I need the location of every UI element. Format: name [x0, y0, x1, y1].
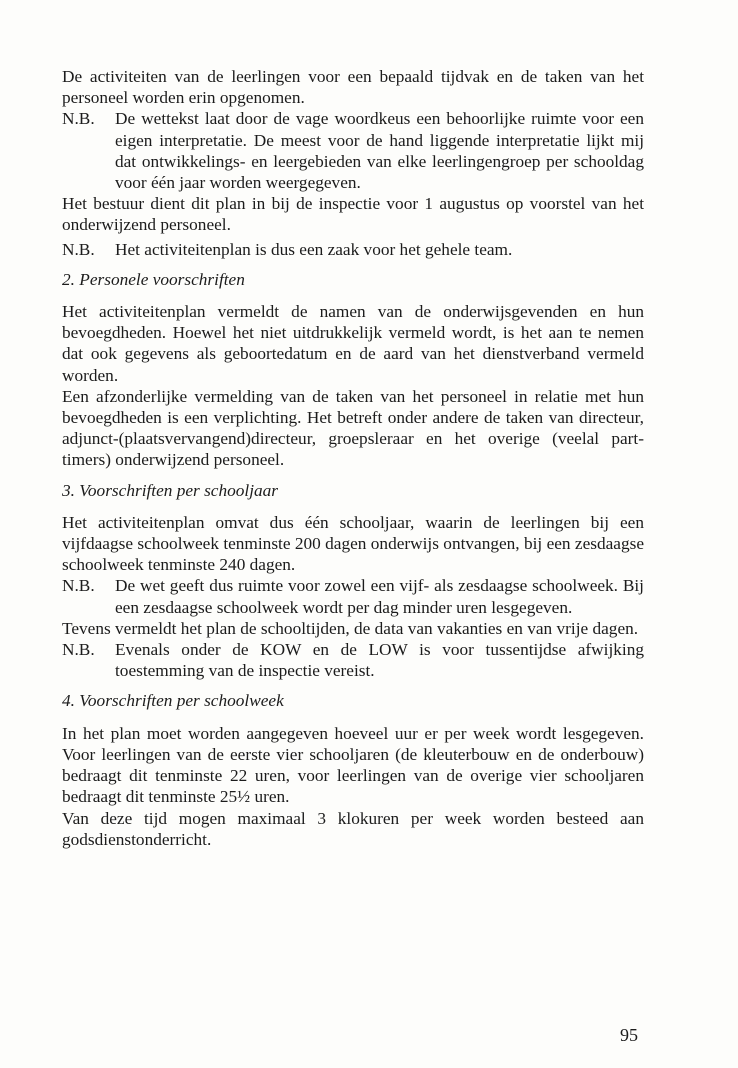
- nb-label: N.B.: [62, 109, 95, 129]
- paragraph: Het activiteitenplan omvat dus één schooljaar, waarin de leerlingen bij een vijfdaagse schoolweek tenminste 200 dagen onderwijs ontvangen, bij een zesdaagse schoolweek tenminste 240 dagen.: [62, 512, 644, 575]
- paragraph: Het bestuur dient dit plan in bij de inspectie voor 1 augustus op voorstel van het onderwijzend personeel.: [62, 194, 644, 235]
- section-heading-4: 4. Voorschriften per schoolweek: [62, 691, 284, 711]
- page-body: [62, 66, 644, 850]
- nb-text: De wet geeft dus ruimte voor zowel een vijf- als zesdaagse schoolweek. Bij een zesdaagse schoolweek wordt per dag minder uren lesgegeven.: [115, 576, 644, 617]
- nb-note: [62, 575, 644, 617]
- nb-text: Het activiteitenplan is dus een zaak voor het gehele team.: [115, 239, 513, 259]
- section-heading-3: 3. Voorschriften per schooljaar: [62, 480, 279, 500]
- paragraph: Tevens vermeldt het plan de schooltijden, de data van vakanties en van vrije dagen.: [62, 618, 639, 638]
- nb-label: N.B.: [62, 239, 95, 259]
- nb-text: Evenals onder de KOW en de LOW is voor tussentijdse afwijking toestemming van de inspectie vereist.: [115, 640, 644, 681]
- nb-note: [62, 239, 644, 260]
- paragraph: Een afzonderlijke vermelding van de taken van het personeel in relatie met hun bevoegdheden is een verplichting. Het betreft onder andere de taken van directeur, adjunct-(plaatsvervangend)directeur, groepsleraar en het overige (veelal part-timers) onderwijzend personeel.: [62, 386, 644, 470]
- paragraph: De activiteiten van de leerlingen voor een bepaald tijdvak en de taken van het personeel worden erin opgenomen.: [62, 67, 644, 108]
- nb-note: [62, 639, 644, 681]
- page-number: 95: [620, 1025, 638, 1045]
- nb-note: [62, 108, 644, 193]
- nb-label: N.B.: [62, 576, 95, 596]
- paragraph: In het plan moet worden aangegeven hoeveel uur er per week wordt lesgegeven. Voor leerlingen van de eerste vier schooljaren (de kleuterbouw en de onderbouw) bedraagt dit tenminste 22 uren, voor leerlingen van de overige vier schooljaren bedraagt dit tenminste 25½ uren.: [62, 723, 644, 807]
- paragraph: Het activiteitenplan vermeldt de namen van de onderwijsgevenden en hun bevoegdheden. Hoewel het niet uitdrukkelijk vermeld wordt, is het aan te nemen dat ook gegevens als geboortedatum en de aard van het dienstverband vermeld worden.: [62, 302, 644, 385]
- nb-label: N.B.: [62, 640, 95, 660]
- section-heading-2: 2. Personele voorschriften: [62, 269, 245, 289]
- nb-text: De wettekst laat door de vage woordkeus een behoorlijke ruimte voor een eigen interpretatie. De meest voor de hand liggende interpretatie lijkt mij dat ontwikkelings- en leergebieden van elke leerlingengroep per schooldag voor één jaar worden weergegeven.: [115, 109, 644, 193]
- paragraph: Van deze tijd mogen maximaal 3 klokuren per week worden besteed aan godsdienstonderricht.: [62, 808, 644, 849]
